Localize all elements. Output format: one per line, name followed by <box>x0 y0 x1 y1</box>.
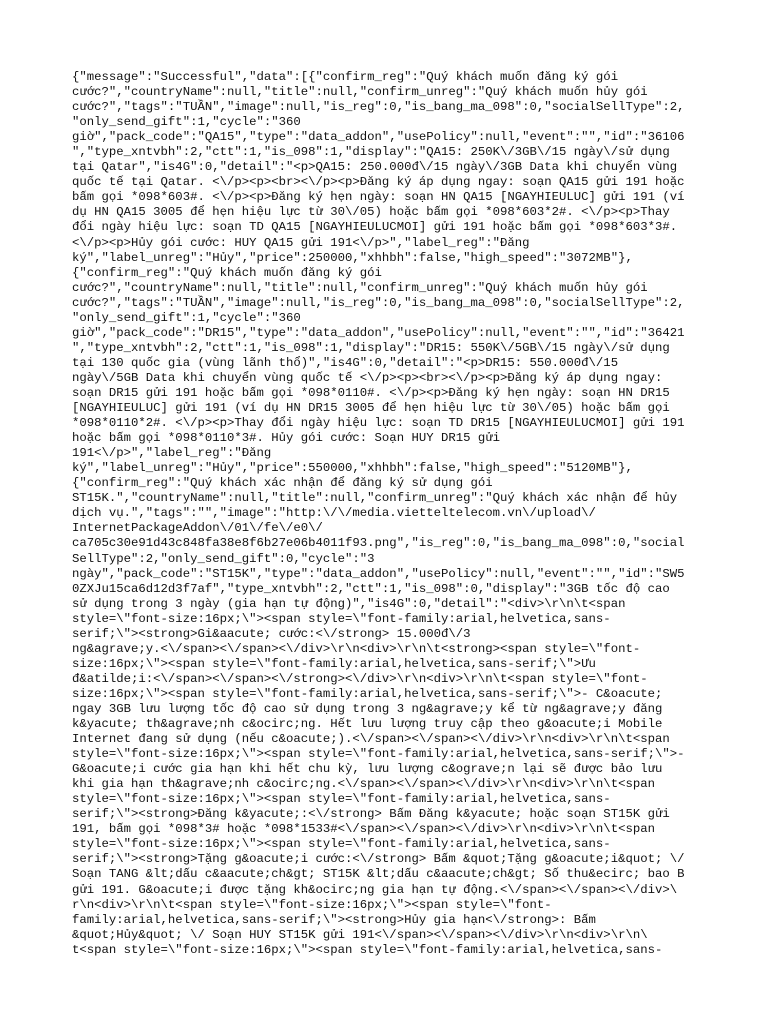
text-line: giờ","pack_code":"QA15","type":"data_addon","usePolicy":null,"event":"","id":"36106 <box>72 130 685 145</box>
text-line: style=\"font-size:16px;\"><span style=\"font-family:arial,helvetica,sans- <box>72 792 611 807</box>
text-line: style=\"font-size:16px;\"><span style=\"font-family:arial,helvetica,sans- <box>72 611 611 626</box>
text-line: size:16px;\"><span style=\"font-family:arial,helvetica,sans-serif;\">Ưu <box>72 656 596 671</box>
text-line: khi gia hạn th&agrave;nh c&ocirc;ng.<\/span><\/span><\/div>\r\n<div>\r\n\t<span <box>72 777 655 792</box>
text-line: ca705c30e91d43c848fa38e8f6b27e06b4011f93.png","is_reg":0,"is_bang_ma_098":0,"social <box>72 536 685 551</box>
text-line: ","type_xntvbh":2,"ctt":1,"is_098":1,"display":"QA15: 250K\/3GB\/15 ngày\/sử dụng <box>72 145 670 160</box>
text-line: giờ","pack_code":"DR15","type":"data_addon","usePolicy":null,"event":"","id":"36421 <box>72 325 685 340</box>
text-line: ngay 3GB lưu lượng tốc độ cao sử dụng trong 3 ng&agrave;y kể từ ng&agrave;y đăng <box>72 701 663 716</box>
text-line: sử dụng trong 3 ngày (gia hạn tự động)","is4G":0,"detail":"<div>\r\n\t<span <box>72 596 626 611</box>
text-line: <\/p><p>Hủy gói cước: HUY QA15 gửi 191<\/p>","label_reg":"Đăng <box>72 235 530 250</box>
text-line: *098*0110*2#. <\/p><p>Thay đổi ngày hiệu lực: soạn TD DR15 [NGAYHIEULUCMOI] gửi 191 <box>72 416 685 431</box>
text-line: {"message":"Successful","data":[{"confirm_reg":"Quý khách muốn đăng ký gói <box>72 70 619 84</box>
text-line: cước?","countryName":null,"title":null,"confirm_unreg":"Quý khách muốn hủy gói <box>72 85 648 100</box>
text-line: bấm gọi *098*603#. <\/p><p>Đăng ký hẹn ngày: soạn HN QA15 [NGAYHIEULUC] gửi 191 (ví <box>72 190 685 205</box>
text-line: k&yacute; th&agrave;nh c&ocirc;ng. Hết lưu lượng truy cập theo g&oacute;i Mobile <box>72 717 663 732</box>
text-line: quốc tế tại Qatar. <\/p><p><br><\/p><p>Đăng ký áp dụng ngay: soạn QA15 gửi 191 hoặc <box>72 175 685 190</box>
text-line: "only_send_gift":1,"cycle":"360 <box>72 310 301 325</box>
text-line: 0ZXJu15ca6d12d3f7af","type_xntvbh":2,"ctt":1,"is_098":0,"display":"3GB tốc độ cao <box>72 581 670 596</box>
text-line: serif;\"><strong>Đăng k&yacute;:<\/strong> Bấm Đăng k&yacute; hoặc soạn ST15K gửi <box>72 807 670 822</box>
text-line: style=\"font-size:16px;\"><span style=\"font-family:arial,helvetica,sans- <box>72 837 611 852</box>
text-line: ký","label_unreg":"Hủy","price":250000,"xhhbh":false,"high_speed":"3072MB"}, <box>72 250 633 265</box>
text-line: ng&agrave;y.<\/span><\/span><\/div>\r\n<div>\r\n\t<strong><span style=\"font- <box>72 641 641 656</box>
text-line: [NGAYHIEULUC] gửi 191 (ví dụ HN DR15 3005 để hẹn hiệu lực từ 30\/05) hoặc bấm gọi <box>72 401 670 416</box>
text-line: ký","label_unreg":"Hủy","price":550000,"xhhbh":false,"high_speed":"5120MB"}, <box>72 461 633 476</box>
text-line: {"confirm_reg":"Quý khách xác nhận để đăng ký sử dụng gói <box>72 476 493 491</box>
text-line: ","type_xntvbh":2,"ctt":1,"is_098":1,"display":"DR15: 550K\/5GB\/15 ngày\/sử dụng <box>72 340 670 355</box>
text-line: r\n<div>\r\n\t<span style=\"font-size:16px;\"><span style=\"font- <box>72 897 552 912</box>
text-line: serif;\"><strong>Gi&aacute; cước:<\/strong> 15.000đ\/3 <box>72 626 471 641</box>
text-line: tại Qatar","is4G":0,"detail":"<p>QA15: 250.000đ\/15 ngày\/3GB Data khi chuyển vùng <box>72 160 678 175</box>
text-line: ST15K.","countryName":null,"title":null,"confirm_unreg":"Quý khách xác nhận để hủy <box>72 491 678 506</box>
text-line: cước?","countryName":null,"title":null,"confirm_unreg":"Quý khách muốn hủy gói <box>72 280 648 295</box>
text-line: cước?","tags":"TUẦN","image":null,"is_reg":0,"is_bang_ma_098":0,"socialSellType":2, <box>72 295 685 310</box>
text-line: đ&atilde;i:<\/span><\/span><\/strong><\/div>\r\n<div>\r\n\t<span style=\"font- <box>72 671 648 686</box>
text-line: InternetPackageAddon\/01\/fe\/e0\/ <box>72 521 323 536</box>
text-line: "only_send_gift":1,"cycle":"360 <box>72 115 301 130</box>
text-line: cước?","tags":"TUẦN","image":null,"is_reg":0,"is_bang_ma_098":0,"socialSellType":2, <box>72 100 685 115</box>
text-line: 191, bấm gọi *098*3# hoặc *098*1533#<\/span><\/span><\/div>\r\n<div>\r\n\t<span <box>72 822 655 837</box>
text-line: soạn DR15 gửi 191 hoặc bấm gọi *098*0110#. <\/p><p>Đăng ký hẹn ngày: soạn HN DR15 <box>72 385 670 400</box>
text-line: serif;\"><strong>Tặng g&oacute;i cước:<\/strong> Bấm &quot;Tặng g&oacute;i&quot; \/ <box>72 852 685 867</box>
text-line: hoặc bấm gọi *098*0110*3#. Hủy gói cước: Soạn HUY DR15 gửi <box>72 431 501 446</box>
raw-json-text <box>72 70 700 958</box>
text-line: ngày","pack_code":"ST15K","type":"data_addon","usePolicy":null,"event":"","id":"SW5 <box>72 566 685 581</box>
text-line: style=\"font-size:16px;\"><span style=\"font-family:arial,helvetica,sans-serif;\">- <box>72 747 685 762</box>
text-line: Internet đang sử dụng (nếu c&oacute;).<\/span><\/span><\/div>\r\n<div>\r\n\t<span <box>72 732 670 747</box>
text-line: tại 130 quốc gia (vùng lãnh thổ)","is4G":0,"detail":"<p>DR15: 550.000đ\/15 <box>72 355 619 370</box>
text-line: dụ HN QA15 3005 để hẹn hiệu lực từ 30\/05) hoặc bấm gọi *098*603*2#. <\/p><p>Thay <box>72 205 670 220</box>
text-line: 191<\/p>","label_reg":"Đăng <box>72 446 272 461</box>
text-line: ngày\/5GB Data khi chuyển vùng quốc tế <\/p><p><br><\/p><p>Đăng ký áp dụng ngay: <box>72 370 663 385</box>
text-line: {"confirm_reg":"Quý khách muốn đăng ký gói <box>72 265 382 280</box>
text-line: family:arial,helvetica,sans-serif;\"><strong>Hủy gia hạn<\/strong>: Bấm <box>72 912 596 927</box>
text-line: SellType":2,"only_send_gift":0,"cycle":"3 <box>72 551 375 566</box>
text-line: G&oacute;i cước gia hạn khi hết chu kỳ, lưu lượng c&ograve;n lại sẽ được bảo lưu <box>72 762 663 777</box>
text-line: t<span style=\"font-size:16px;\"><span style=\"font-family:arial,helvetica,sans- <box>72 942 663 957</box>
text-line: gửi 191. G&oacute;i được tặng kh&ocirc;ng gia hạn tự động.<\/span><\/span><\/div>\ <box>72 882 678 897</box>
text-line: đổi ngày hiệu lực: soạn TD QA15 [NGAYHIEULUCMOI] gửi 191 hoặc bấm gọi *098*603*3#. <box>72 220 678 235</box>
text-line: size:16px;\"><span style=\"font-family:arial,helvetica,sans-serif;\">- C&oacute; <box>72 686 663 701</box>
text-line: &quot;Hủy&quot; \/ Soạn HUY ST15K gửi 191<\/span><\/span><\/div>\r\n<div>\r\n\ <box>72 927 648 942</box>
text-line: dịch vụ.","tags":"","image":"http:\/\/media.vietteltelecom.vn\/upload\/ <box>72 506 596 521</box>
text-line: Soạn TANG &lt;dấu c&aacute;ch&gt; ST15K &lt;dấu c&aacute;ch&gt; Số thu&ecirc; bao B <box>72 867 685 882</box>
